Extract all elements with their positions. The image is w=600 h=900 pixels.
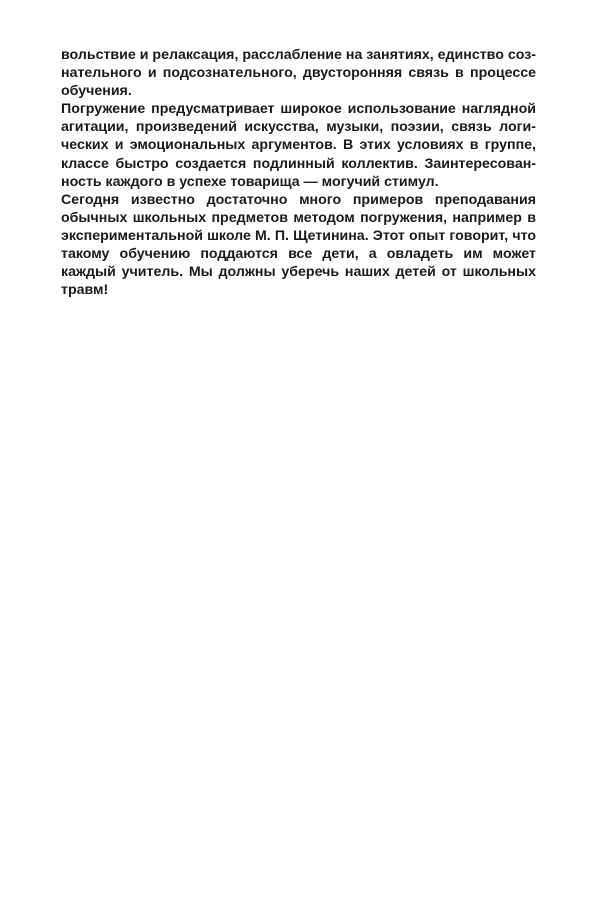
text-line: классе быстро создается подлинный коллектив. Заинтересован- xyxy=(61,155,536,172)
paragraph-3 xyxy=(61,191,536,300)
text-line: обычных школьных предметов методом погружения, например в xyxy=(61,209,536,226)
paragraph-1 xyxy=(61,46,536,100)
text-line: вольствие и релаксация, расслабление на занятиях, единство соз- xyxy=(61,47,536,63)
text-line: Погружение предусматривает широкое использование наглядной xyxy=(61,101,536,118)
page-body-text xyxy=(61,46,536,299)
text-line: такому обучению поддаются все дети, а овладеть им может xyxy=(61,246,536,263)
text-line: нательного и подсознательного, двусторонняя связь в процессе xyxy=(61,65,536,82)
text-line: каждый учитель. Мы должны уберечь наших детей от школьных xyxy=(61,264,536,281)
text-line: обучения. xyxy=(61,83,132,100)
text-line: экспериментальной школе М. П. Щетинина. Этот опыт говорит, что xyxy=(61,227,536,244)
paragraph-2 xyxy=(61,100,536,190)
text-line: агитации, произведений искусства, музыки, поэзии, связь логи- xyxy=(61,119,536,136)
text-line: травм! xyxy=(61,282,109,299)
text-line: ческих и эмоциональных аргументов. В этих условиях в группе, xyxy=(61,137,536,154)
text-line: Сегодня известно достаточно много примеров преподавания xyxy=(61,191,536,208)
text-line: ность каждого в успехе товарища — могучий стимул. xyxy=(61,173,439,190)
